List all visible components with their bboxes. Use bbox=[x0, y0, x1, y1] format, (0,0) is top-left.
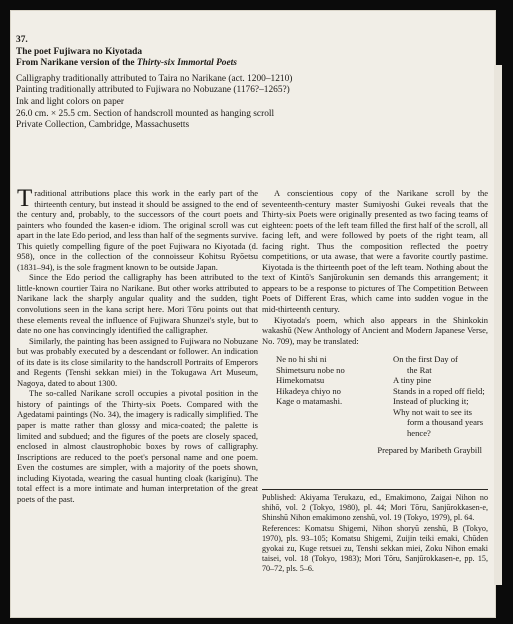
poem bbox=[276, 354, 488, 438]
drop-cap: T bbox=[17, 185, 33, 212]
references-note: References: Komatsu Shigemi, Nihon shoryū zenshū, B (Tokyo, 1970), pls. 93–105; Komatsu Shigemi, Zuijin teiki emaki, Chūden gyokai zu, Kuge retsuei zu, Tenshi sekkan miei, Zoku Nihon emaki taisei, vol. 18 (Tokyo, 1983); Mori Tōru, Sanjūrokkasen-e, pp. 15, 70–72, pls. 5–6. bbox=[262, 523, 488, 574]
metadata-calligraphy: Calligraphy traditionally attributed to Taira no Narikane (act. 1200–1210) bbox=[16, 73, 293, 84]
paragraph-2: Since the Edo period the calligraphy has been attributed to the little-known courtier Taira no Narikane. But other works attributed to Narikane lack the sharply angular quality and the sudden, tight convolutions seen in the kana script here. Mori Tōru points out that these elements reveal the influence of Fujiwara Shunzei's style, but to date no one has convincingly identified the calligrapher. bbox=[17, 272, 258, 336]
poem-line: Why not wait to see its bbox=[393, 406, 473, 417]
poem-line: Hikadeya chiyo no bbox=[276, 385, 341, 396]
paragraph-4: The so-called Narikane scroll occupies a pivotal position in the history of paintings of the Thirty-six Poets. Compared with the Agedatami paintings (No. 34), the imagery is radically simplified. The paper is matte rather than glossy and mica-coated; the palette is limited and subdued; and the figures of the poets are closely spaced, enclosed in almost claustrophobic boxes by rows of calligraphy. Inscriptions are reduced to the poet's personal name and one poem. Even the costumes are simpler, with a majority of the poets shown, including Kiyotada, wearing the casual hunting cloak (karigínu). The total effect is a more intimate and human interpretation of the great poets of the past. bbox=[17, 388, 258, 504]
paragraph-6: Kiyotada's poem, which also appears in the Shinkokin wakashū (New Anthology of Ancient and Modern Japanese Verse, No. 709), may be translated: bbox=[262, 314, 488, 346]
metadata-painting: Painting traditionally attributed to Fujiwara no Nobuzane (1176?–1265?) bbox=[16, 85, 290, 96]
poem-line: hence? bbox=[407, 428, 431, 439]
metadata-medium: Ink and light colors on paper bbox=[16, 96, 125, 107]
paragraph-5: A conscientious copy of the Narikane scroll by the seventeenth-century master Sumiyoshi Gukei reveals that the Thirty-six Poets were originally presented as two facing teams of eighteen: poets of the left team filled the first half of the scroll, all facing left, and were followed by poets of the right team, all facing right. Thus the composition reflected the poetry competitions, or uta awase, that were a favorite courtly pastime. Kiyotada is the thirteenth poet of the left team. Nothing about the text of Kintō's Sanjūrokunin sen demands this arrangement; it appears to be a response to pictures of The Competition Between Poets of Different Eras, which came into sudden vogue in the mid-thirteenth century. bbox=[262, 188, 488, 315]
poem-line: On the first Day of bbox=[393, 354, 458, 365]
paragraph-3: Similarly, the painting has been assigned to Fujiwara no Nobuzane but was probably executed by a descendant or follower. An indication of its date is its close similarity to the handscroll Portraits of Emperors and Regents (Tenshi sekkan miei) in the Tokugawa Art Museum, Nagoya, dated to about 1300. bbox=[17, 335, 258, 388]
poem-line: Stands in a roped off field; bbox=[393, 385, 485, 396]
poem-line: the Rat bbox=[407, 364, 432, 375]
poem-line: Ne no hi shi ni bbox=[276, 354, 327, 365]
poem-japanese bbox=[276, 354, 366, 438]
entry-title: The poet Fujiwara no Kiyotada bbox=[16, 46, 143, 57]
right-text-column bbox=[262, 188, 488, 455]
entry-number: 37. bbox=[16, 35, 28, 45]
poem-line: form a thousand years bbox=[407, 417, 484, 428]
poem-english bbox=[393, 354, 488, 438]
paper-edge bbox=[494, 65, 502, 585]
poem-line: Instead of plucking it; bbox=[393, 396, 469, 407]
bibliography bbox=[262, 489, 488, 575]
entry-subtitle: From Narikane version of the Thirty-six Immortal Poets bbox=[16, 58, 237, 69]
left-text-column bbox=[17, 185, 258, 504]
paragraph-1: Traditional attributions place this work in the early part of the thirteenth century, but instead it should be assigned to the end of the century and, probably, to the successors of the court poets and painters who founded the kasen-e idiom. The original scroll was cut apart in the late Edo period, and less than half of the segments survive. This quietly compelling figure of the poet Fujiwara no Kiyotada (d. 958), once in the collection of the connoisseur Kohitsu Ryōetsu (1831–94), is the sole fragment known to be outside Japan. bbox=[17, 185, 258, 272]
published-note: Published: Akiyama Terukazu, ed., Emakimono, Zaigai Nihon no shihō, vol. 2 (Tokyo, 1980), pl. 44; Mori Tōru, Sanjūrokkasen-e, Shinshū Nihon emakimono zenshū, vol. 19 (Tokyo, 1979), pl. 64. bbox=[262, 493, 488, 523]
entry-metadata bbox=[16, 74, 396, 132]
entry-header bbox=[16, 35, 396, 132]
author-byline: Prepared by Maribeth Graybill bbox=[377, 444, 482, 455]
poem-line: Kage o matamashi. bbox=[276, 396, 343, 407]
metadata-collection: Private Collection, Cambridge, Massachusetts bbox=[16, 120, 190, 131]
poem-line: A tiny pine bbox=[393, 375, 432, 386]
metadata-dimensions: 26.0 cm. × 25.5 cm. Section of handscroll mounted as hanging scroll bbox=[16, 108, 275, 119]
poem-line: Himekomatsu bbox=[276, 375, 325, 386]
poem-line: Shimetsuru nobe no bbox=[276, 364, 345, 375]
